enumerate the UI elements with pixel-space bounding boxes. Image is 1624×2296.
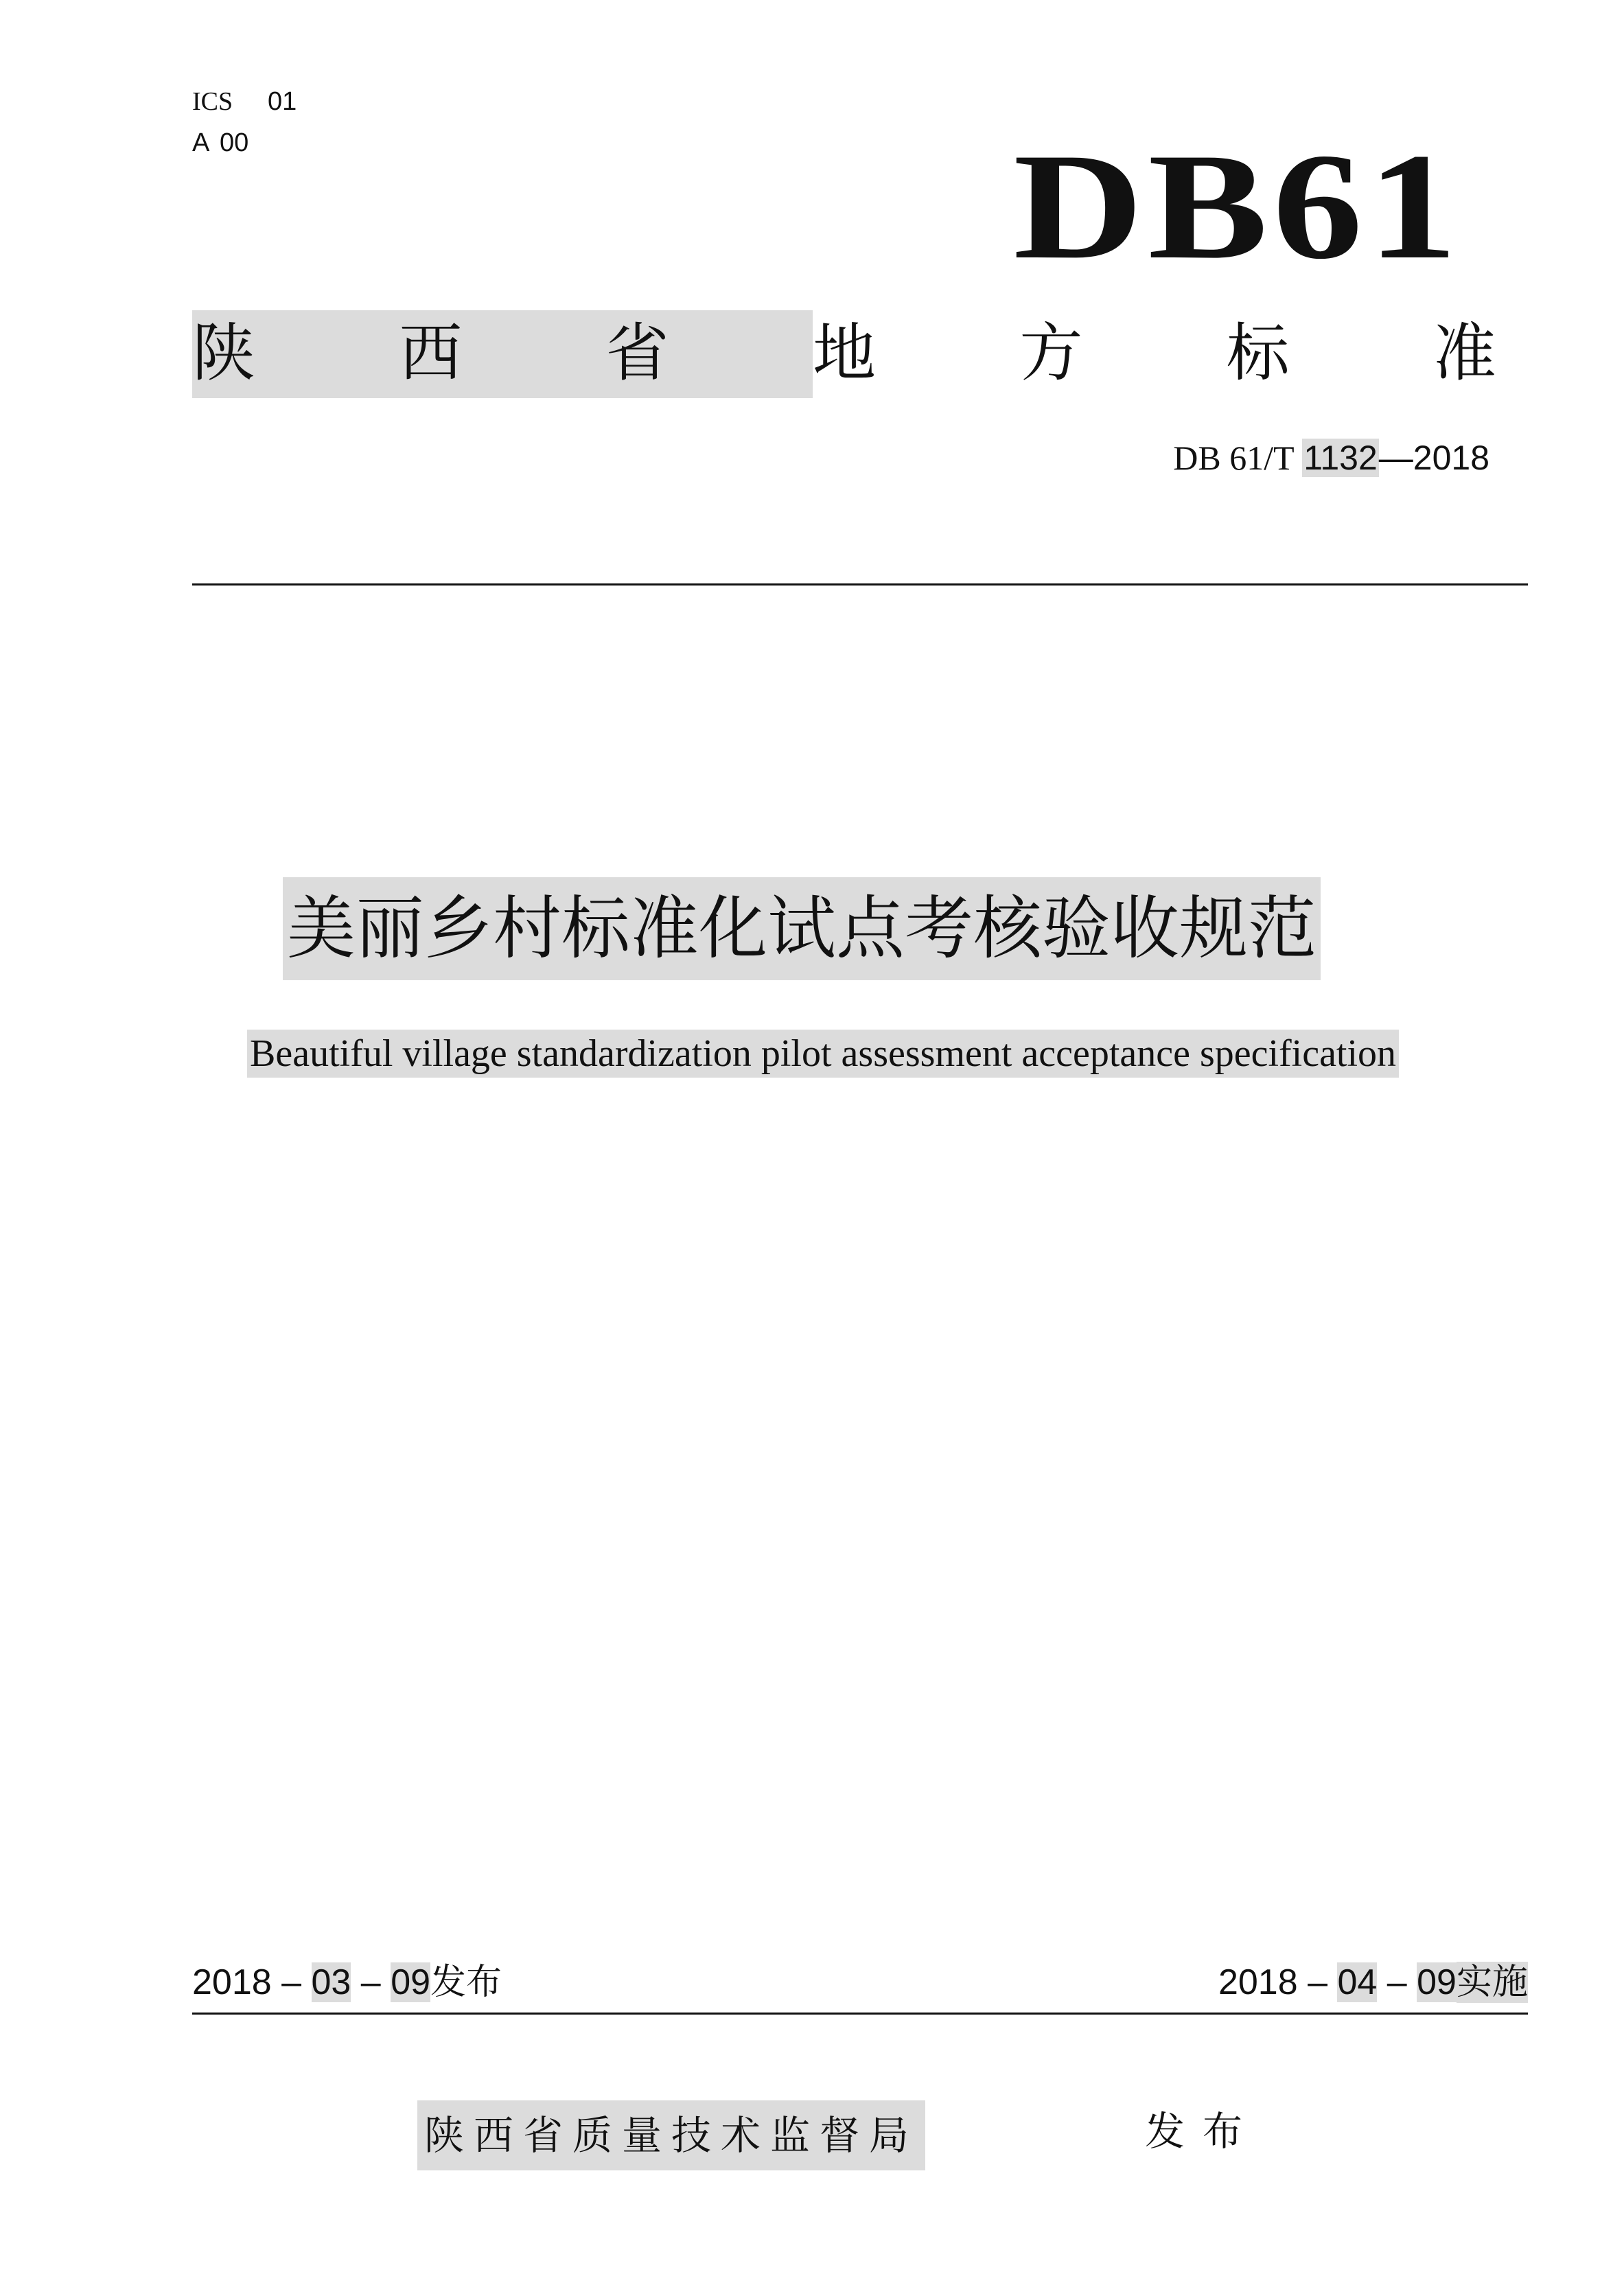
top-divider: [192, 583, 1528, 585]
standard-number: [1173, 438, 1489, 478]
date-separator: –: [351, 1962, 391, 2002]
publish-date: [192, 1955, 502, 2010]
issue-word: 发布: [1145, 2108, 1261, 2155]
bottom-divider: [192, 2013, 1528, 2015]
implement-month: 04: [1337, 1962, 1378, 2002]
date-separator: –: [1297, 1962, 1338, 2002]
standard-type-heading: [192, 309, 1496, 398]
standard-type-char: 西: [399, 316, 463, 390]
date-separator: –: [1377, 1962, 1417, 2002]
implement-day: 09: [1417, 1962, 1457, 2002]
publish-month: 03: [311, 1962, 351, 2002]
date-separator: –: [271, 1962, 312, 2002]
standard-type-char: 省: [605, 316, 669, 390]
standard-code: DB61: [1012, 122, 1462, 291]
standard-type-char: 准: [1432, 316, 1496, 390]
class-value: 00: [220, 128, 249, 157]
publish-day: 09: [391, 1962, 431, 2002]
standard-number-prefix: DB 61/T: [1173, 439, 1303, 477]
publish-year: 2018: [192, 1962, 272, 2002]
standard-type-char: 标: [1226, 316, 1290, 390]
title-chinese: 美丽乡村标准化试点考核验收规范: [283, 877, 1321, 980]
date-row: [192, 1955, 1528, 2010]
standard-number-value: 1132: [1303, 439, 1378, 477]
standard-type-char: 地: [812, 316, 876, 390]
standard-number-suffix: —2018: [1378, 439, 1489, 477]
ics-value: 01: [268, 87, 297, 116]
implement-year: 2018: [1218, 1962, 1298, 2002]
classification-block: [192, 81, 297, 163]
title-english: Beautiful village standardization pilot assessment acceptance specification: [247, 1030, 1399, 1078]
class-label: A: [192, 128, 210, 157]
standard-type-char: 方: [1019, 316, 1083, 390]
publish-label: 发布: [430, 1962, 502, 2003]
implement-label: 实施: [1456, 1962, 1528, 2003]
issuing-authority: 陕西省质量技术监督局: [417, 2100, 925, 2170]
ics-label: ICS: [192, 87, 233, 116]
implement-date: [1218, 1955, 1528, 2010]
standard-type-char: 陕: [192, 316, 256, 390]
